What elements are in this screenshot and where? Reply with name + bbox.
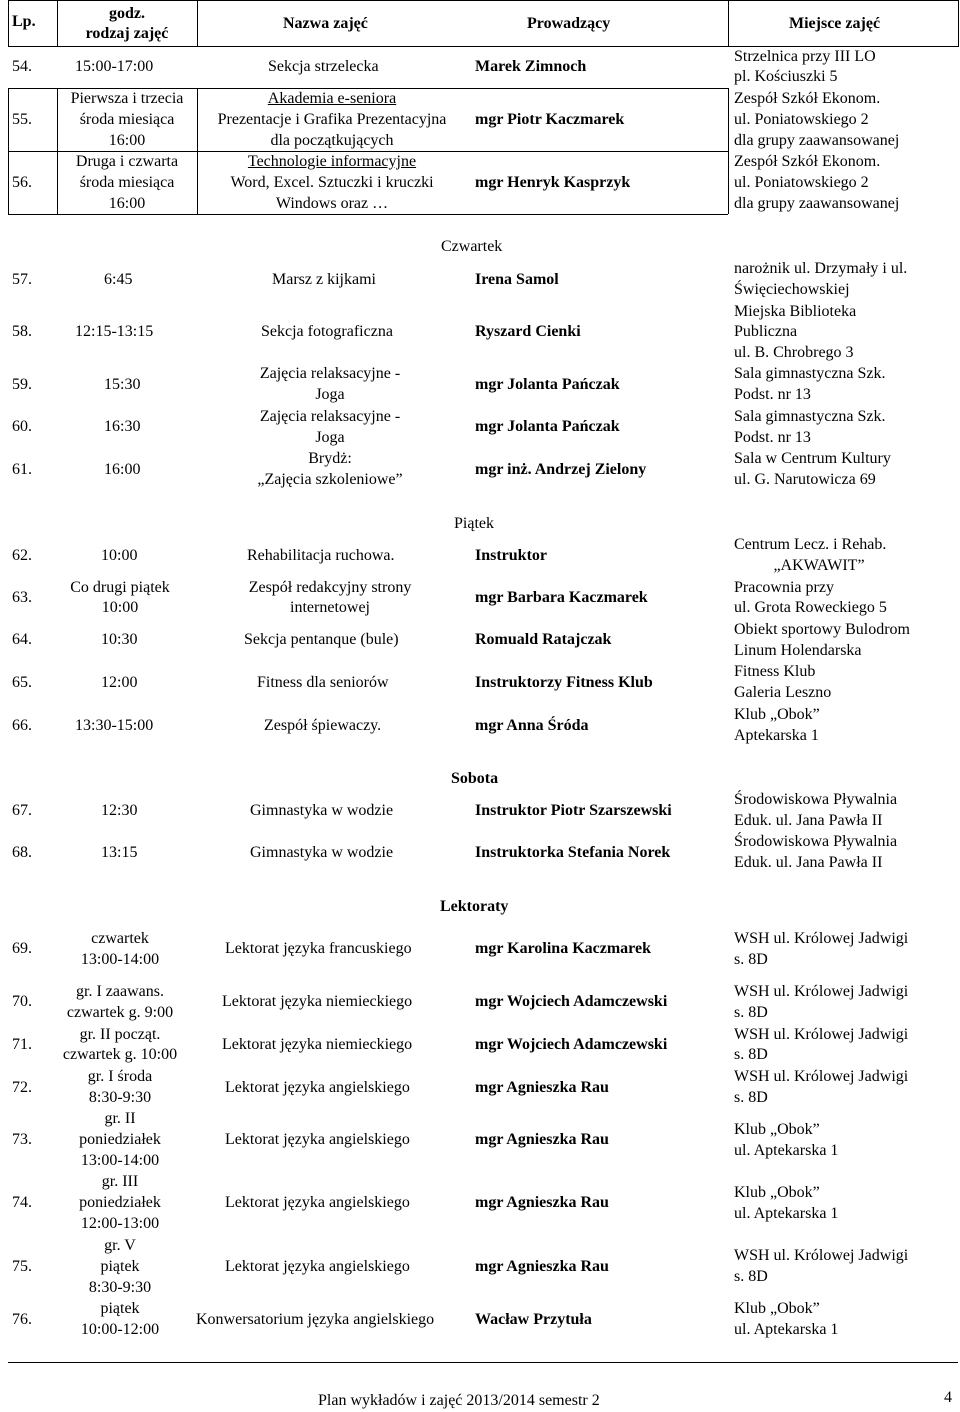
row-activity: Rehabilitacja ruchowa. bbox=[247, 547, 395, 564]
row-time: 6:45 bbox=[104, 271, 133, 288]
row-place: Podst. nr 13 bbox=[734, 386, 811, 403]
row-number: 54. bbox=[12, 58, 32, 75]
row-activity: Zajęcia relaksacyjne - bbox=[259, 365, 401, 382]
row-place: WSH ul. Królowej Jadwigi bbox=[734, 983, 909, 1000]
row-time: 12:00 bbox=[101, 674, 138, 691]
row-activity: Sekcja pentanque (bule) bbox=[244, 631, 399, 648]
row-number: 59. bbox=[12, 376, 32, 393]
row-time: gr. I zaawans. bbox=[76, 983, 164, 1000]
row-place: Święciechowskiej bbox=[734, 281, 850, 298]
row-activity: Lektorat języka francuskiego bbox=[225, 940, 412, 957]
row-activity: Konwersatorium języka angielskiego bbox=[196, 1311, 435, 1328]
row-place: s. 8D bbox=[734, 1004, 768, 1021]
section-heading: Piątek bbox=[454, 515, 494, 532]
row-place: Środowiskowa Pływalnia bbox=[734, 791, 898, 808]
row-place: Sala w Centrum Kultury bbox=[734, 450, 891, 467]
row-activity: Lektorat języka angielskiego bbox=[225, 1131, 410, 1148]
row-activity: Akademia e-seniora bbox=[267, 90, 397, 107]
row-place: Sala gimnastyczna Szk. bbox=[734, 408, 886, 425]
row-leader: mgr Agnieszka Rau bbox=[475, 1131, 609, 1148]
row-time: 13:00-14:00 bbox=[80, 1152, 160, 1169]
row-leader: mgr Wojciech Adamczewski bbox=[475, 1036, 668, 1053]
row-number: 68. bbox=[12, 844, 32, 861]
header-name: Nazwa zajęć bbox=[283, 15, 368, 32]
row-place: ul. Aptekarska 1 bbox=[734, 1142, 839, 1159]
row-place: Eduk. ul. Jana Pawła II bbox=[734, 812, 883, 829]
row-activity: Zespół redakcyjny strony bbox=[248, 579, 412, 596]
row-time: 12:15-13:15 bbox=[75, 323, 154, 340]
row-place: Pracownia przy bbox=[734, 579, 834, 596]
row-number: 76. bbox=[12, 1311, 32, 1328]
row-place: ul. Aptekarska 1 bbox=[734, 1205, 839, 1222]
row-place: Klub „Obok” bbox=[734, 1121, 820, 1138]
row-time: piątek bbox=[100, 1300, 140, 1317]
row-activity: Brydż: bbox=[308, 450, 352, 467]
row-time: 10:00-12:00 bbox=[80, 1321, 160, 1338]
row-leader: mgr Jolanta Pańczak bbox=[475, 376, 620, 393]
row-time: 16:00 bbox=[108, 132, 146, 149]
row-activity: Prezentacje i Grafika Prezentacyjna bbox=[217, 111, 447, 128]
row-time: 16:00 bbox=[104, 461, 141, 478]
row-time: 8:30-9:30 bbox=[88, 1279, 152, 1296]
row-leader: Ryszard Cienki bbox=[475, 323, 581, 340]
row-place: narożnik ul. Drzymały i ul. bbox=[734, 260, 908, 277]
row-activity: Lektorat języka niemieckiego bbox=[222, 1036, 413, 1053]
row-place: ul. Grota Roweckiego 5 bbox=[734, 599, 887, 616]
row-place: WSH ul. Królowej Jadwigi bbox=[734, 1068, 909, 1085]
row-time: 12:30 bbox=[101, 802, 138, 819]
row-activity: Zespół śpiewaczy. bbox=[264, 717, 382, 734]
row-activity: „Zajęcia szkoleniowe” bbox=[257, 471, 403, 488]
row-leader: Irena Samol bbox=[475, 271, 559, 288]
row-time: 13:30-15:00 bbox=[75, 717, 154, 734]
row-place: „AKWAWIT” bbox=[773, 557, 865, 574]
row-leader: mgr Piotr Kaczmarek bbox=[475, 111, 625, 128]
row-place: Publiczna bbox=[734, 323, 798, 340]
row-place: Miejska Biblioteka bbox=[734, 303, 857, 320]
row-place: Aptekarska 1 bbox=[734, 727, 819, 744]
row-place: Klub „Obok” bbox=[734, 706, 820, 723]
row-activity: Zajęcia relaksacyjne - bbox=[259, 408, 401, 425]
row-time: 10:30 bbox=[101, 631, 138, 648]
row-place: Środowiskowa Pływalnia bbox=[734, 833, 898, 850]
row-leader: Instruktorzy Fitness Klub bbox=[475, 674, 653, 691]
row-activity: Joga bbox=[315, 429, 345, 446]
row-time: gr. II bbox=[104, 1110, 136, 1127]
header-leader: Prowadzący bbox=[527, 15, 611, 32]
row-place: Fitness Klub bbox=[734, 663, 816, 680]
row-number: 74. bbox=[12, 1194, 32, 1211]
row-number: 56. bbox=[12, 174, 32, 191]
row-place: Zespół Szkół Ekonom. bbox=[734, 90, 881, 107]
row-place: Strzelnica przy III LO bbox=[734, 48, 876, 65]
row-time: 10:00 bbox=[101, 547, 138, 564]
row-number: 71. bbox=[12, 1036, 32, 1053]
row-number: 65. bbox=[12, 674, 32, 691]
row-activity: Sekcja strzelecka bbox=[268, 58, 379, 75]
row-number: 58. bbox=[12, 323, 32, 340]
row-activity: dla początkujących bbox=[270, 132, 394, 149]
row-place: Zespół Szkół Ekonom. bbox=[734, 153, 881, 170]
row-activity: Lektorat języka angielskiego bbox=[225, 1079, 410, 1096]
row-activity: internetowej bbox=[290, 599, 370, 616]
row-number: 62. bbox=[12, 547, 32, 564]
row-place: WSH ul. Królowej Jadwigi bbox=[734, 1026, 909, 1043]
row-activity: Sekcja fotograficzna bbox=[261, 323, 393, 340]
row-time: Co drugi piątek bbox=[70, 579, 170, 596]
footer-text: Plan wykładów i zajęć 2013/2014 semestr 2 bbox=[318, 1392, 600, 1409]
header-time-line1: godz. bbox=[109, 5, 145, 22]
row-place: ul. G. Narutowicza 69 bbox=[734, 471, 876, 488]
row-place: Centrum Lecz. i Rehab. bbox=[734, 536, 887, 553]
header-time-line2: rodzaj zajęć bbox=[85, 25, 169, 42]
row-leader: Marek Zimnoch bbox=[475, 58, 587, 75]
row-number: 57. bbox=[12, 271, 32, 288]
row-time: poniedziałek bbox=[79, 1131, 161, 1148]
row-leader: Instruktorka Stefania Norek bbox=[475, 844, 671, 861]
row-leader: Instruktor Piotr Szarszewski bbox=[475, 802, 672, 819]
row-place: Obiekt sportowy Bulodrom bbox=[734, 621, 910, 638]
row-number: 63. bbox=[12, 589, 32, 606]
row-time: środa miesiąca bbox=[79, 111, 175, 128]
row-place: ul. B. Chrobrego 3 bbox=[734, 344, 854, 361]
section-heading: Czwartek bbox=[441, 238, 503, 255]
row-number: 66. bbox=[12, 717, 32, 734]
row-place: WSH ul. Królowej Jadwigi bbox=[734, 930, 909, 947]
row-leader: mgr Agnieszka Rau bbox=[475, 1258, 609, 1275]
row-activity: Lektorat języka niemieckiego bbox=[222, 993, 413, 1010]
section-heading: Sobota bbox=[451, 770, 499, 787]
row-number: 73. bbox=[12, 1131, 32, 1148]
row-activity: Lektorat języka angielskiego bbox=[225, 1258, 410, 1275]
row-activity: Joga bbox=[315, 386, 345, 403]
row-time: Pierwsza i trzecia bbox=[70, 90, 184, 107]
row-time: gr. I środa bbox=[87, 1068, 153, 1085]
row-time: czwartek g. 9:00 bbox=[66, 1004, 174, 1021]
row-place: ul. Aptekarska 1 bbox=[734, 1321, 839, 1338]
row-time: 13:00-14:00 bbox=[80, 951, 160, 968]
row-place: WSH ul. Królowej Jadwigi bbox=[734, 1247, 909, 1264]
row-leader: mgr Wojciech Adamczewski bbox=[475, 993, 668, 1010]
row-activity: Windows oraz … bbox=[275, 195, 389, 212]
row-activity: Word, Excel. Sztuczki i kruczki bbox=[230, 174, 434, 191]
row-leader: mgr Agnieszka Rau bbox=[475, 1194, 609, 1211]
row-time: poniedziałek bbox=[79, 1194, 161, 1211]
row-place: Eduk. ul. Jana Pawła II bbox=[734, 854, 883, 871]
row-place: s. 8D bbox=[734, 1089, 768, 1106]
row-leader: mgr Henryk Kasprzyk bbox=[475, 174, 631, 191]
row-place: dla grupy zaawansowanej bbox=[734, 132, 900, 149]
row-time: czwartek g. 10:00 bbox=[62, 1046, 178, 1063]
row-place: Sala gimnastyczna Szk. bbox=[734, 365, 886, 382]
row-time: 16:30 bbox=[104, 418, 141, 435]
row-place: Klub „Obok” bbox=[734, 1300, 820, 1317]
row-number: 67. bbox=[12, 802, 32, 819]
row-time: 12:00-13:00 bbox=[80, 1215, 160, 1232]
row-activity: Technologie informacyjne bbox=[247, 153, 417, 170]
row-leader: mgr Karolina Kaczmarek bbox=[475, 940, 651, 957]
header-place: Miejsce zajęć bbox=[789, 15, 881, 32]
row-place: Galeria Leszno bbox=[734, 684, 832, 701]
row-leader: mgr Barbara Kaczmarek bbox=[475, 589, 648, 606]
row-place: s. 8D bbox=[734, 1268, 768, 1285]
row-place: ul. Poniatowskiego 2 bbox=[734, 174, 869, 191]
row-place: s. 8D bbox=[734, 951, 768, 968]
row-time: 8:30-9:30 bbox=[88, 1089, 152, 1106]
row-place: Linum Holendarska bbox=[734, 642, 862, 659]
row-time: czwartek bbox=[91, 930, 149, 947]
row-place: pl. Kościuszki 5 bbox=[734, 68, 838, 85]
row-activity: Gimnastyka w wodzie bbox=[250, 844, 394, 861]
header-lp: Lp. bbox=[12, 13, 36, 30]
row-leader: Romuald Ratajczak bbox=[475, 631, 612, 648]
row-number: 64. bbox=[12, 631, 32, 648]
row-time: 13:15 bbox=[101, 844, 138, 861]
row-number: 69. bbox=[12, 940, 32, 957]
row-place: Podst. nr 13 bbox=[734, 429, 811, 446]
row-time: gr. V bbox=[104, 1237, 136, 1254]
row-time: gr. II począt. bbox=[79, 1026, 161, 1043]
row-time: piątek bbox=[100, 1258, 140, 1275]
row-place: ul. Poniatowskiego 2 bbox=[734, 111, 869, 128]
row-leader: mgr inż. Andrzej Zielony bbox=[475, 461, 647, 478]
row-leader: mgr Jolanta Pańczak bbox=[475, 418, 620, 435]
row-number: 75. bbox=[12, 1258, 32, 1275]
row-leader: Instruktor bbox=[475, 547, 548, 564]
row-number: 70. bbox=[12, 993, 32, 1010]
row-leader: Wacław Przytuła bbox=[475, 1311, 592, 1328]
row-time: gr. III bbox=[101, 1173, 139, 1190]
row-leader: mgr Anna Śróda bbox=[475, 717, 589, 734]
section-heading: Lektoraty bbox=[440, 898, 509, 915]
row-number: 72. bbox=[12, 1079, 32, 1096]
row-place: dla grupy zaawansowanej bbox=[734, 195, 900, 212]
row-leader: mgr Agnieszka Rau bbox=[475, 1079, 609, 1096]
row-place: Klub „Obok” bbox=[734, 1184, 820, 1201]
row-number: 55. bbox=[12, 111, 32, 128]
row-activity: Fitness dla seniorów bbox=[257, 674, 389, 691]
row-time: środa miesiąca bbox=[79, 174, 175, 191]
row-place: s. 8D bbox=[734, 1046, 768, 1063]
row-time: 15:30 bbox=[104, 376, 141, 393]
row-time: 15:00-17:00 bbox=[75, 58, 154, 75]
row-time: 16:00 bbox=[108, 195, 146, 212]
row-number: 61. bbox=[12, 461, 32, 478]
row-time: 10:00 bbox=[101, 599, 139, 616]
row-activity: Gimnastyka w wodzie bbox=[250, 802, 394, 819]
row-number: 60. bbox=[12, 418, 32, 435]
page-number: 4 bbox=[944, 1389, 952, 1406]
row-activity: Lektorat języka angielskiego bbox=[225, 1194, 410, 1211]
row-time: Druga i czwarta bbox=[75, 153, 179, 170]
row-activity: Marsz z kijkami bbox=[272, 271, 376, 288]
